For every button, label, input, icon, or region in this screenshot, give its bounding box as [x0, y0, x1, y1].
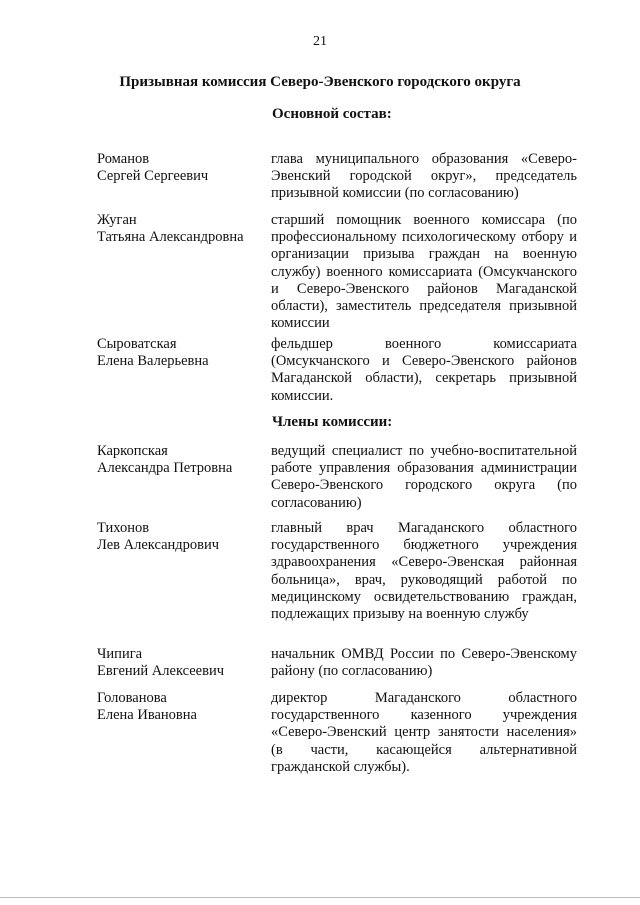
member-role: старший помощник военного комиссара (по профессиональному психологическому отбору и организации призыва граждан на военную службу) военного комиссариата (Омсукчанского и Северо-Эвенского районов Магаданской области), заместитель председателя призывной комиссии	[271, 212, 577, 332]
member-given-name: Елена Ивановна	[97, 707, 197, 723]
member-surname: Тихонов	[97, 520, 150, 536]
member-surname: Голованова	[97, 690, 167, 706]
member-given-name: Евгений Алексеевич	[97, 663, 225, 679]
member-role: начальник ОМВД России по Северо-Эвенскому району (по согласованию)	[271, 646, 577, 680]
document-title: Призывная комиссия Северо-Эвенского городского округа	[119, 74, 521, 90]
member-surname: Каркопская	[97, 443, 168, 459]
member-name	[97, 151, 267, 185]
member-role: главный врач Магаданского областного государственного бюджетного учреждения здравоохранения «Северо-Эвенская районная больница», врач, руководящий работой по медицинскому освидетельствованию граждан, подлежащих призыву на военную службу	[271, 520, 577, 623]
member-role: ведущий специалист по учебно-воспитательной работе управления образования администрации Северо-Эвенского городского округа (по согласованию)	[271, 443, 577, 511]
member-given-name: Татьяна Александровна	[97, 229, 244, 245]
main-composition-heading: Основной состав:	[272, 106, 392, 122]
member-role: глава муниципального образования «Северо-Эвенский городской округ», председатель призывной комиссии (по согласованию)	[271, 151, 577, 202]
member-given-name: Елена Валерьевна	[97, 353, 209, 369]
member-name	[97, 212, 267, 246]
member-name	[97, 520, 267, 554]
member-given-name: Сергей Сергеевич	[97, 168, 209, 184]
page-number: 21	[313, 34, 327, 49]
member-given-name: Александра Петровна	[97, 460, 233, 476]
member-surname: Сыроватская	[97, 336, 177, 352]
member-role: директор Магаданского областного государственного казенного учреждения «Северо-Эвенский центр занятости населения» (в части, касающейся альтернативной гражданской службы).	[271, 690, 577, 775]
page-bottom-edge	[0, 897, 640, 898]
member-given-name: Лев Александрович	[97, 537, 220, 553]
member-name	[97, 646, 267, 680]
member-role: фельдшер военного комиссариата (Омсукчанского и Северо-Эвенского районов Магаданской области), секретарь призывной комиссии.	[271, 336, 577, 404]
member-name	[97, 336, 267, 370]
member-surname: Романов	[97, 151, 150, 167]
member-name	[97, 443, 267, 477]
commission-members-heading: Члены комиссии:	[272, 414, 393, 430]
member-name	[97, 690, 267, 724]
member-surname: Чипига	[97, 646, 143, 662]
member-surname: Жуган	[97, 212, 137, 228]
